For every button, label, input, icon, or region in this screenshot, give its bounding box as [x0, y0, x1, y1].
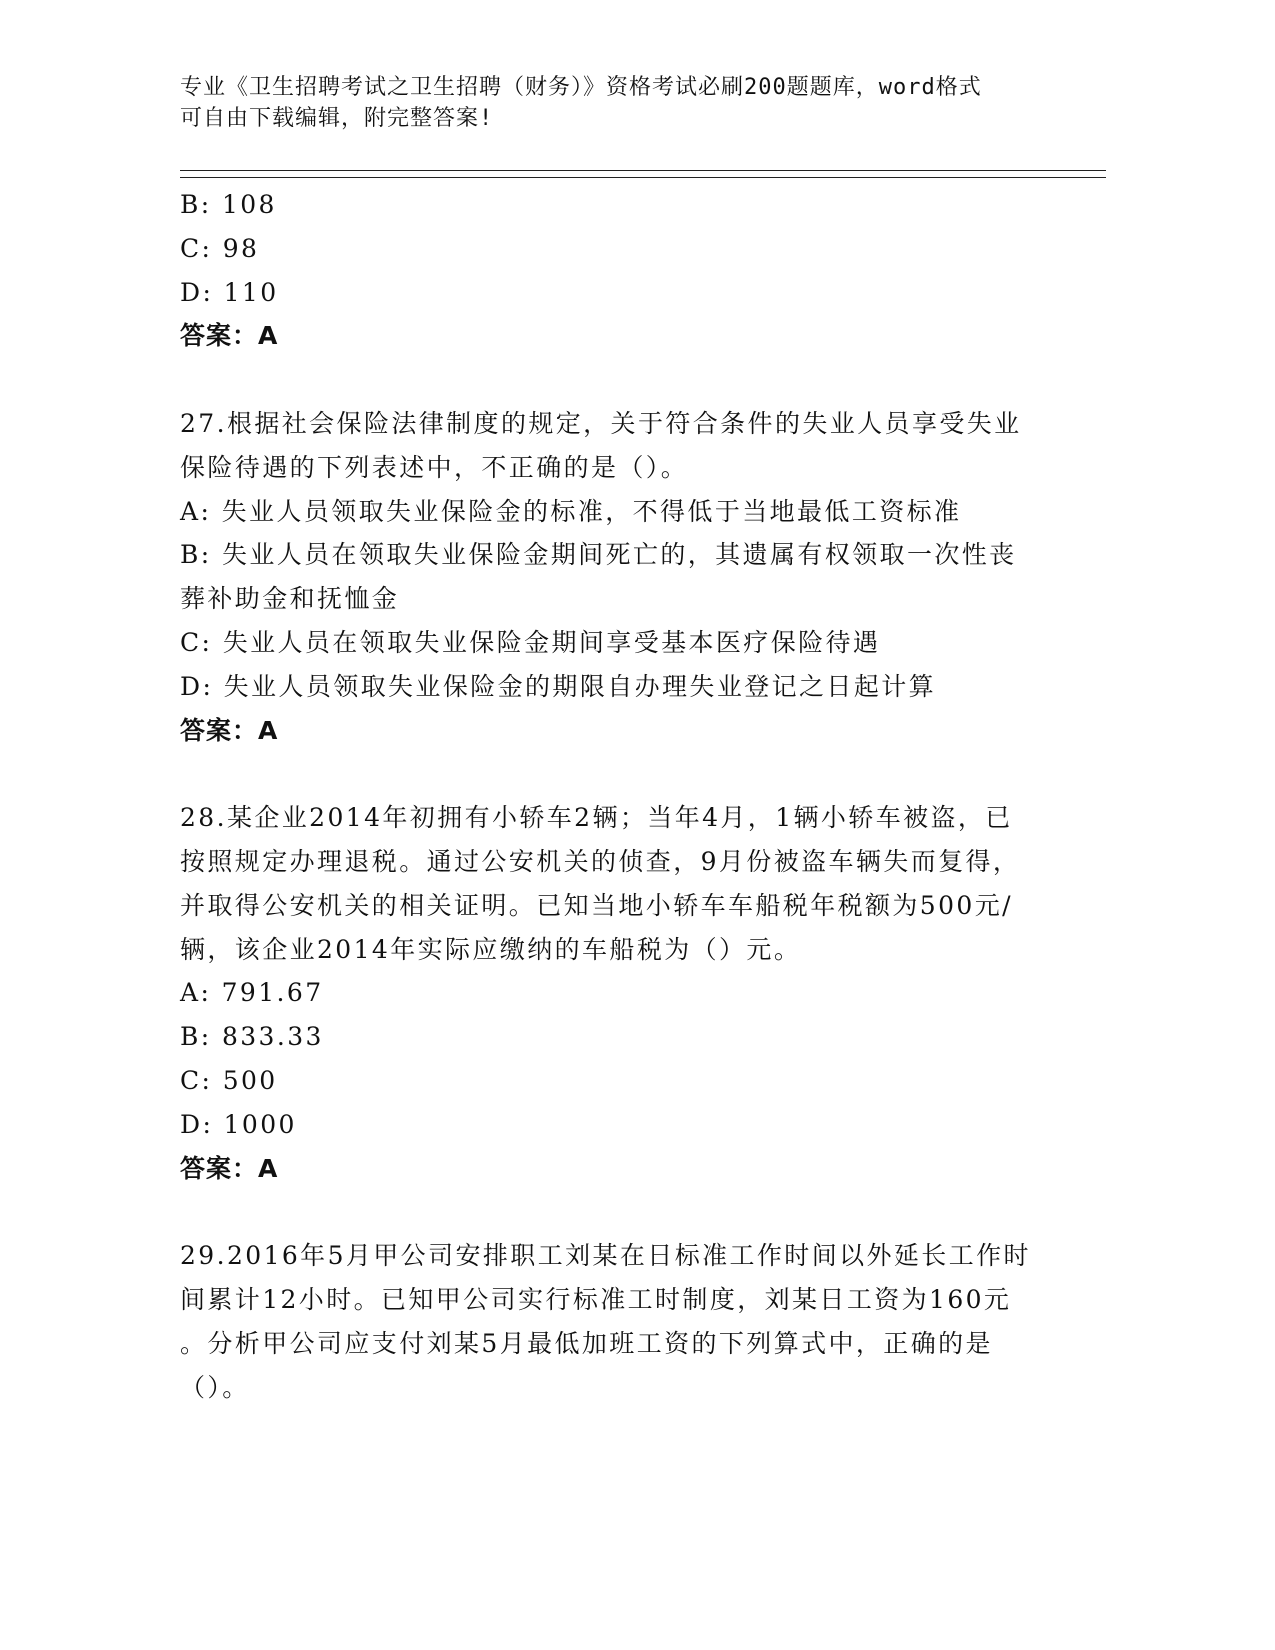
- header-divider-bottom: [180, 177, 1106, 178]
- q27-answer: 答案：A: [180, 715, 279, 745]
- question-29: [180, 1234, 1060, 1409]
- q28-stem-line-1: 28.某企业2014年初拥有小轿车2辆；当年4月，1辆小轿车被盗，已: [180, 803, 1013, 833]
- q28-option-c: C: 500: [180, 1065, 278, 1095]
- q29-stem-line-1: 29.2016年5月甲公司安排职工刘某在日标准工作时间以外延长工作时: [180, 1241, 1031, 1271]
- q28-answer: 答案：A: [180, 1153, 279, 1183]
- document-body: [180, 183, 1060, 1409]
- spacer: [180, 1190, 1060, 1234]
- q29-stem-line-4: （）。: [180, 1372, 250, 1402]
- q28-option-b: B: 833.33: [180, 1022, 324, 1052]
- q29-stem-line-3: 。分析甲公司应支付刘某5月最低加班工资的下列算式中，正确的是: [180, 1328, 993, 1358]
- q28-option-d: D: 1000: [180, 1109, 297, 1139]
- header-line-2: 可自由下载编辑，附完整答案!: [180, 106, 494, 131]
- q26-option-d: D: 110: [180, 277, 279, 307]
- question-26: [180, 183, 1060, 358]
- header-line-1: 专业《卫生招聘考试之卫生招聘（财务）》资格考试必刷200题题库，word格式: [180, 75, 982, 100]
- spacer: [180, 752, 1060, 796]
- spacer: [180, 358, 1060, 402]
- question-28: [180, 796, 1060, 1190]
- q28-option-a: A: 791.67: [180, 978, 324, 1008]
- q26-option-c: C: 98: [180, 233, 260, 263]
- question-27: [180, 402, 1060, 752]
- q27-option-a: A: 失业人员领取失业保险金的标准，不得低于当地最低工资标准: [180, 496, 962, 526]
- q27-option-c: C: 失业人员在领取失业保险金期间享受基本医疗保险待遇: [180, 627, 881, 657]
- q27-stem-line-1: 27.根据社会保险法律制度的规定，关于符合条件的失业人员享受失业: [180, 408, 1022, 438]
- q27-option-b-line-1: B: 失业人员在领取失业保险金期间死亡的，其遗属有权领取一次性丧: [180, 540, 1017, 570]
- q26-option-b: B: 108: [180, 190, 277, 219]
- document-header: [180, 72, 1060, 134]
- q28-stem-line-2: 按照规定办理退税。通过公安机关的侦查，9月份被盗车辆失而复得，: [180, 846, 1021, 876]
- q28-stem-line-4: 辆，该企业2014年实际应缴纳的车船税为（）元。: [180, 934, 802, 964]
- q29-stem-line-2: 间累计12小时。已知甲公司实行标准工时制度，刘某日工资为160元: [180, 1284, 1012, 1314]
- q27-stem-line-2: 保险待遇的下列表述中，不正确的是（）。: [180, 452, 689, 482]
- q26-answer: 答案：A: [180, 321, 279, 351]
- header-divider-top: [180, 170, 1106, 171]
- q28-stem-line-3: 并取得公安机关的相关证明。已知当地小轿车车船税年税额为500元/: [180, 890, 1013, 920]
- q27-option-d: D: 失业人员领取失业保险金的期限自办理失业登记之日起计算: [180, 671, 937, 701]
- q27-option-b-line-2: 葬补助金和抚恤金: [180, 584, 400, 614]
